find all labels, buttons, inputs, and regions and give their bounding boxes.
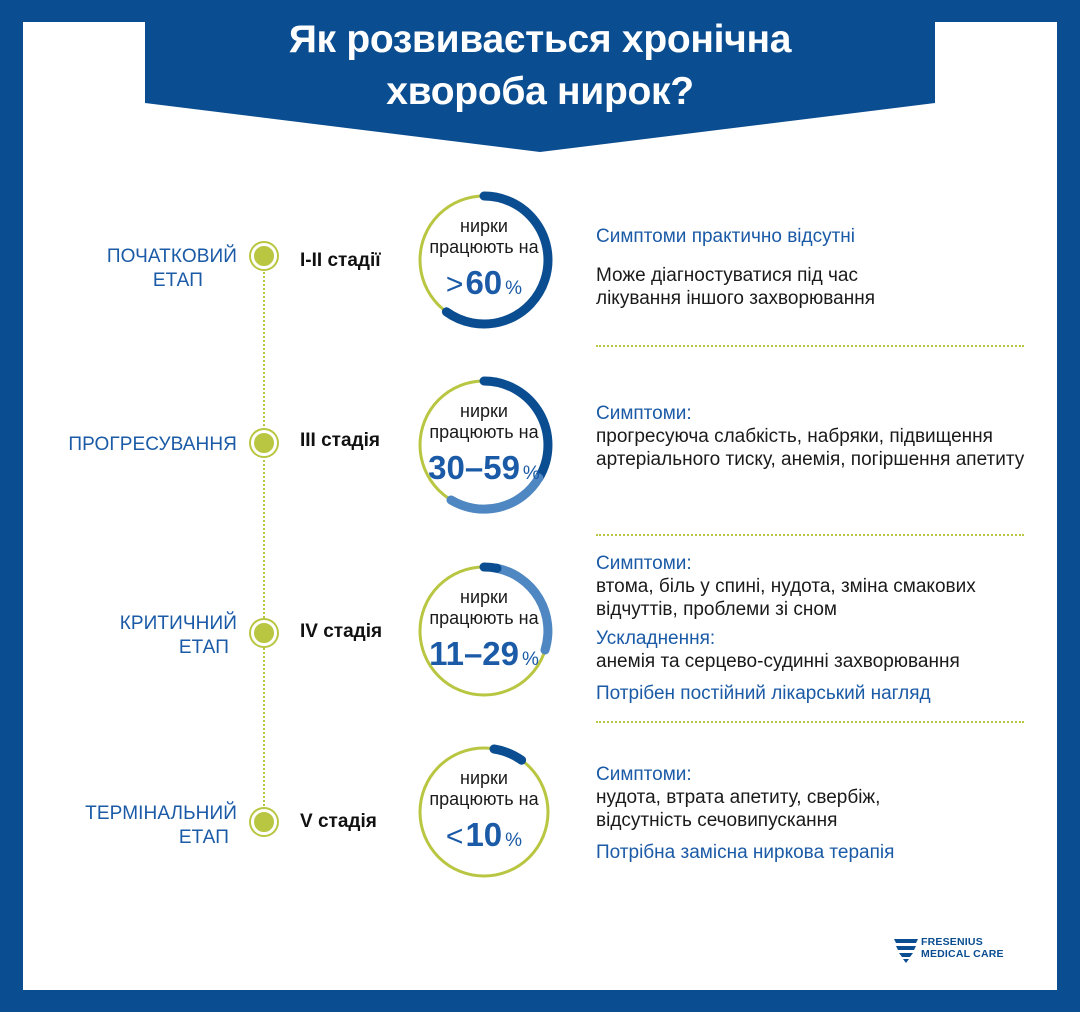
gauge-ring-2 bbox=[409, 370, 559, 520]
symptoms-heading: Симптоми: bbox=[596, 403, 692, 424]
fresenius-logo bbox=[893, 936, 1018, 964]
separator bbox=[596, 345, 1024, 347]
gauge-value-3: 11–29 % bbox=[429, 635, 539, 672]
gauge-ring-3 bbox=[409, 556, 559, 706]
phase-label-stage-3: КРИТИЧНИЙ ЕТАП bbox=[119, 613, 237, 658]
symptoms-text: нудота, втрата апетиту, свербіж, відсутність сечовипускання bbox=[596, 787, 881, 831]
gauge-value-4: <10 % bbox=[445, 816, 523, 853]
gauge-label-line-1: нирки bbox=[460, 216, 508, 236]
phase-label-stage-2: ПРОГРЕСУВАННЯ bbox=[68, 434, 237, 455]
kidney-function-gauge-1 bbox=[409, 185, 559, 335]
timeline-dot-stage-2 bbox=[251, 430, 277, 456]
separator bbox=[596, 721, 1024, 723]
symptoms-heading: Симптоми: bbox=[596, 553, 692, 574]
stage-3-description bbox=[596, 552, 1036, 705]
phase-label-stage-4: ТЕРМІНАЛЬНИЙ ЕТАП bbox=[85, 803, 237, 848]
symptoms-heading: Симптоми практично відсутні bbox=[596, 226, 856, 247]
phase-label-stage-1: ПОЧАТКОВИЙ ЕТАП bbox=[106, 246, 237, 291]
stage-number-3: IV стадія bbox=[300, 621, 383, 642]
gauge-label-line-2: працюють на bbox=[429, 237, 539, 257]
symptoms-heading: Симптоми: bbox=[596, 764, 692, 785]
gauge-arc-4 bbox=[494, 749, 522, 760]
stage-number-2: III стадія bbox=[300, 430, 380, 451]
stage-1-description bbox=[596, 225, 1036, 310]
stage-timeline bbox=[263, 257, 265, 822]
kidney-function-gauge-4 bbox=[409, 737, 559, 887]
symptoms-text: втома, біль у спині, нудота, зміна смакових відчуттів, проблеми зі сном bbox=[596, 576, 976, 620]
separator bbox=[596, 534, 1024, 536]
gauge-ring-1 bbox=[409, 185, 559, 335]
kidney-function-gauge-2 bbox=[409, 370, 559, 520]
stage-4-description bbox=[596, 763, 1036, 864]
gauge-label-line-2: працюють на bbox=[429, 608, 539, 628]
page-title-line-2: хвороба нирок? bbox=[386, 70, 694, 113]
stage-number-4: V стадія bbox=[300, 811, 377, 832]
symptoms-text: Може діагностуватися під час лікування іншого захворювання bbox=[596, 265, 875, 309]
gauge-value-2: 30–59 % bbox=[428, 449, 540, 486]
therapy-note: Потрібна замісна ниркова терапія bbox=[596, 842, 895, 863]
timeline-dot-stage-1 bbox=[251, 243, 277, 269]
timeline-dot-stage-4 bbox=[251, 809, 277, 835]
gauge-arc-3 bbox=[484, 567, 497, 568]
complications-heading: Ускладнення: bbox=[596, 628, 716, 649]
page-title-line-1: Як розвивається хронічна bbox=[288, 18, 792, 61]
kidney-function-gauge-3 bbox=[409, 556, 559, 706]
gauge-label-line-1: нирки bbox=[460, 768, 508, 788]
stage-number-1: I-II стадії bbox=[300, 250, 381, 271]
gauge-ring-4 bbox=[409, 737, 559, 887]
gauge-label-line-2: працюють на bbox=[429, 422, 539, 442]
fresenius-logo-icon bbox=[893, 936, 919, 964]
gauge-label-line-2: працюють на bbox=[429, 789, 539, 809]
supervision-note: Потрібен постійний лікарський нагляд bbox=[596, 683, 931, 704]
gauge-label-line-1: нирки bbox=[460, 587, 508, 607]
timeline-dot-stage-3 bbox=[251, 620, 277, 646]
complications-text: анемія та серцево-судинні захворювання bbox=[596, 651, 960, 672]
gauge-label-line-1: нирки bbox=[460, 401, 508, 421]
gauge-value-1: >60 % bbox=[445, 264, 523, 301]
logo-text: FRESENIUS MEDICAL CARE bbox=[921, 936, 1004, 960]
symptoms-text: прогресуюча слабкість, набряки, підвищення артеріального тиску, анемія, погіршення апетиту bbox=[596, 426, 1025, 470]
stage-2-description bbox=[596, 402, 1036, 471]
